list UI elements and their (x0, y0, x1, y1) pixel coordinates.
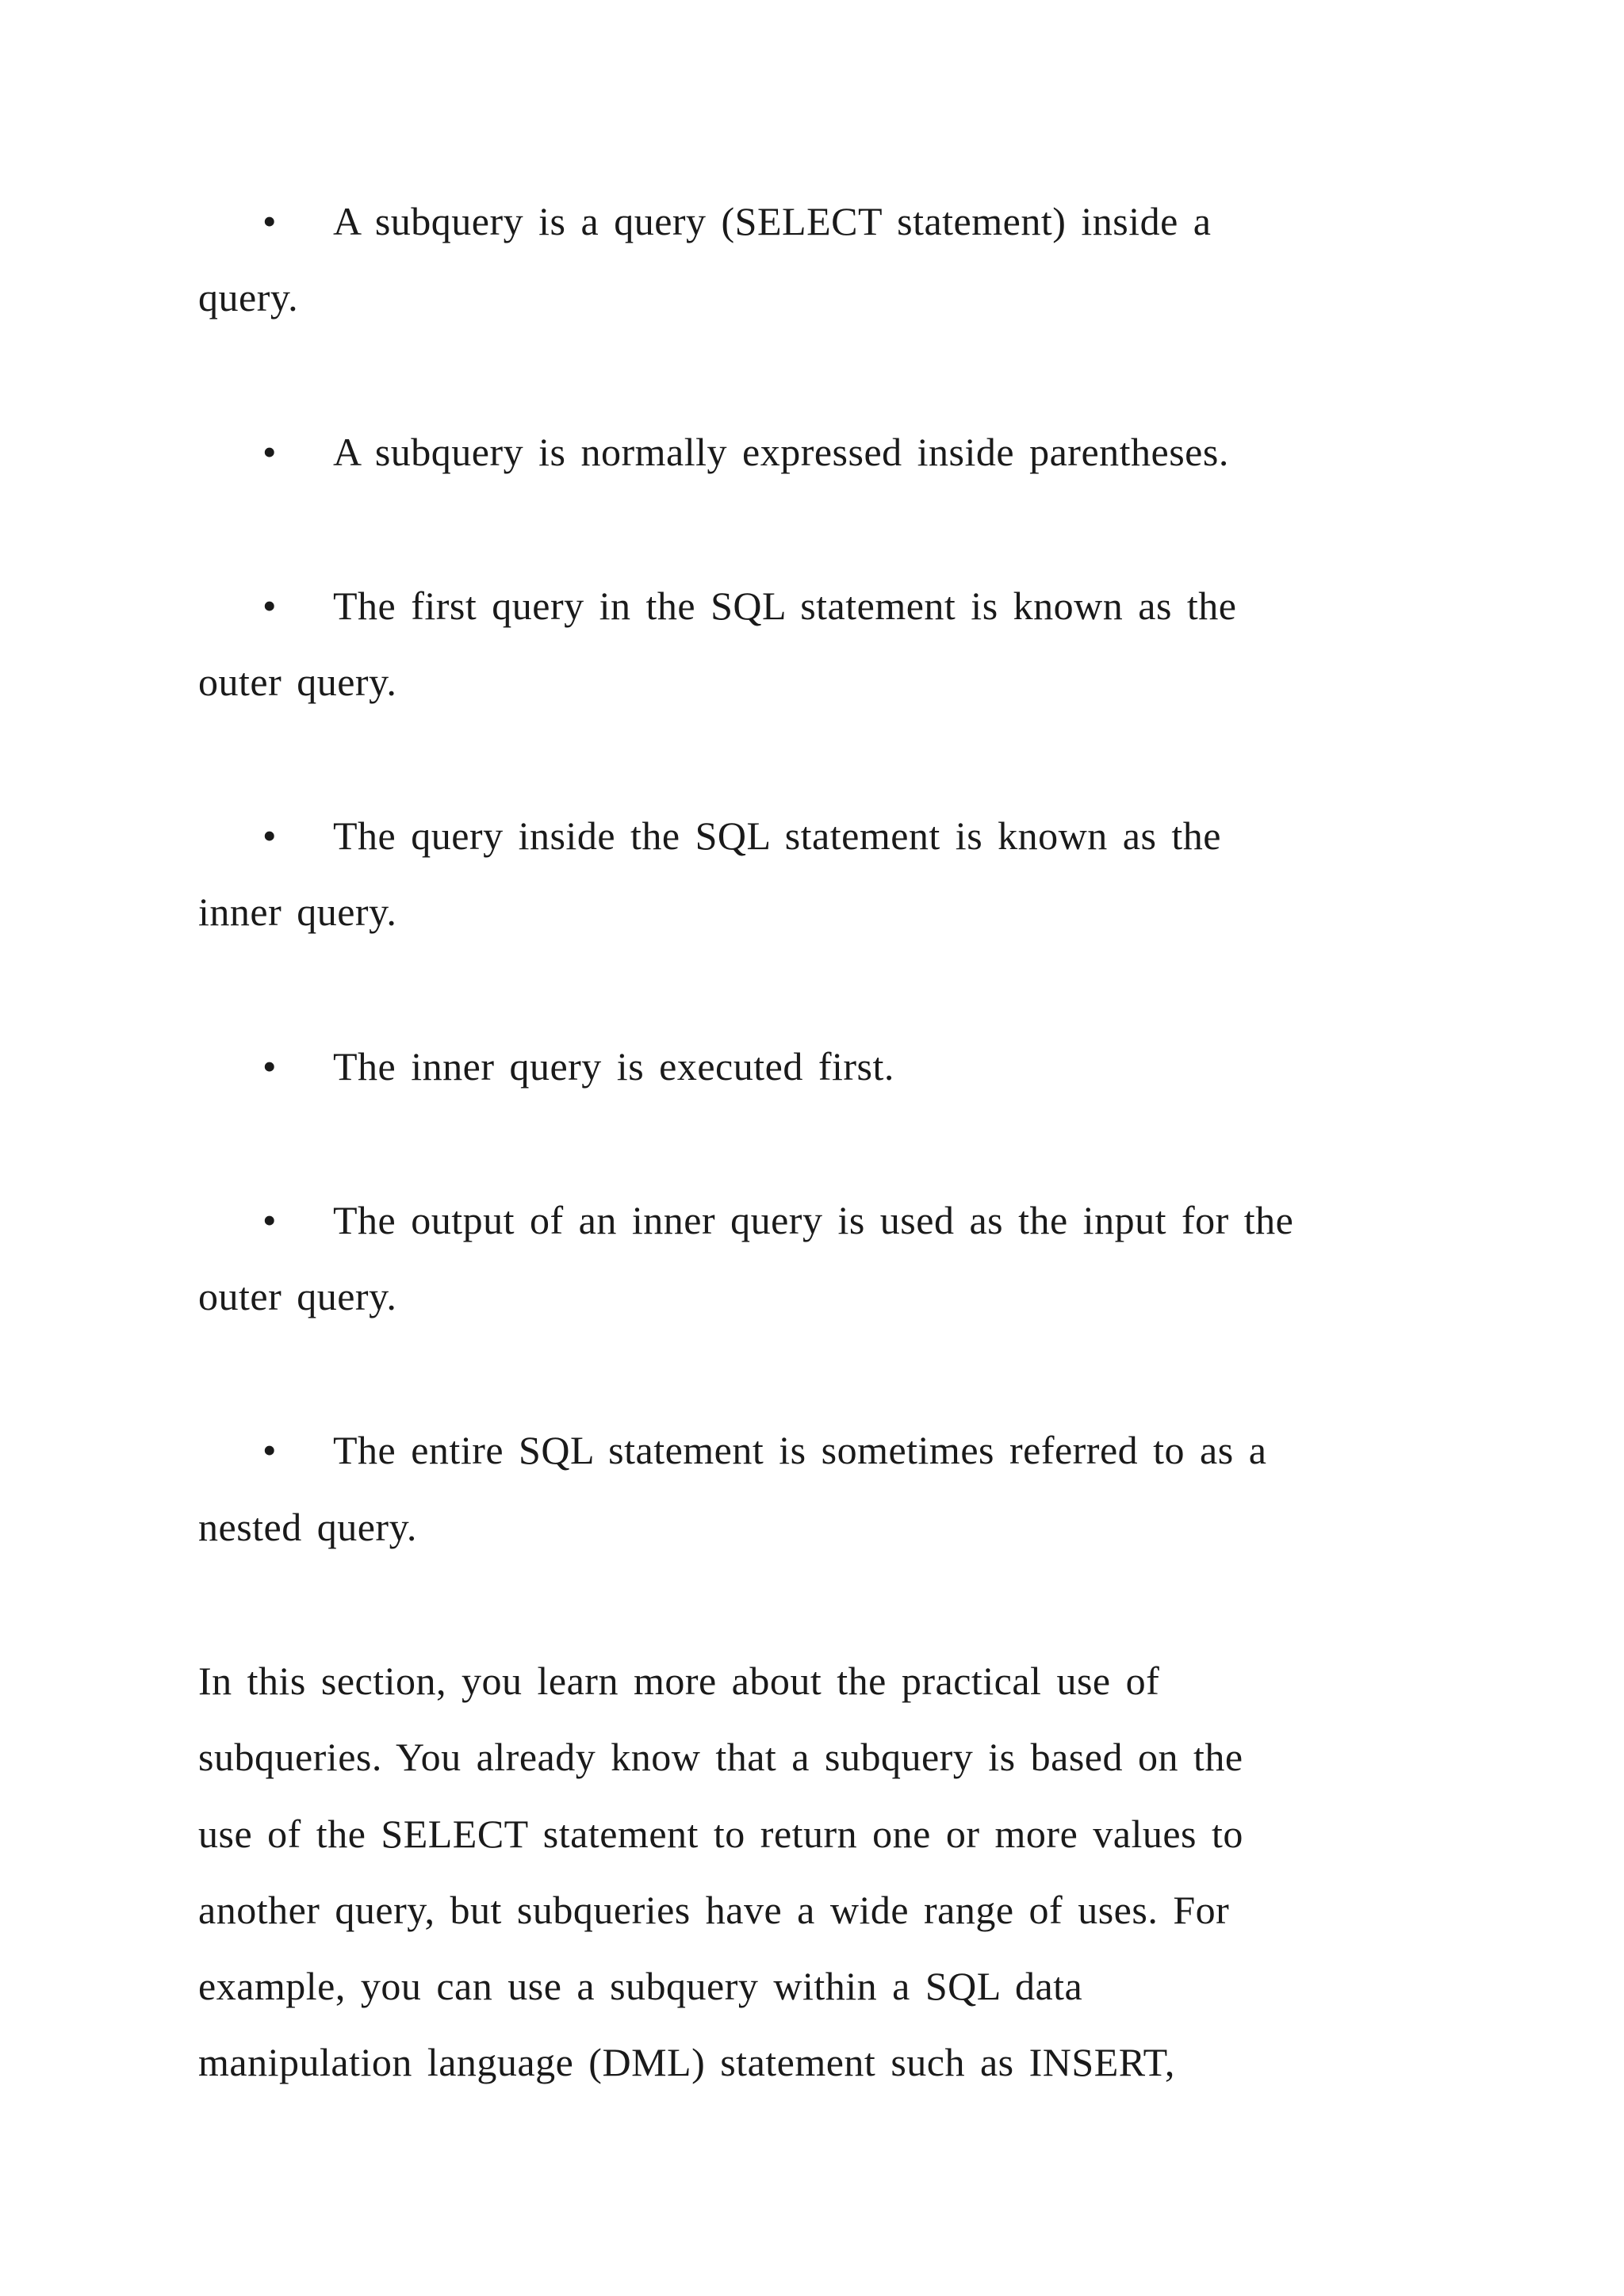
bullet-continuation: nested query. (198, 1505, 417, 1549)
bullet-text: The entire SQL statement is sometimes referred to as a (333, 1428, 1267, 1472)
bullet-item-4 (262, 812, 1221, 859)
bullet-continuation: outer query. (198, 1274, 397, 1318)
bullet-item-7 (262, 1426, 1266, 1474)
bullet-text: A subquery is a query (SELECT statement) inside a (333, 199, 1212, 243)
bullet-marker: • (262, 584, 278, 628)
bullet-text: A subquery is normally expressed inside parentheses. (333, 430, 1229, 474)
bullet-marker: • (262, 430, 278, 474)
bullet-continuation: query. (198, 275, 299, 320)
bullet-text: The first query in the SQL statement is known as the (333, 584, 1237, 628)
paragraph-line: use of the SELECT statement to return one or more values to (198, 1812, 1243, 1856)
bullet-marker: • (262, 199, 278, 243)
bullet-item-3 (262, 582, 1237, 629)
bullet-marker: • (262, 1198, 278, 1242)
bullet-continuation: inner query. (198, 890, 397, 934)
bullet-text: The output of an inner query is used as the input for the (333, 1198, 1294, 1242)
bullet-item-2 (262, 428, 1229, 476)
bullet-marker: • (262, 1428, 278, 1472)
paragraph-line: another query, but subqueries have a wide range of uses. For (198, 1888, 1230, 1932)
bullet-text: The query inside the SQL statement is known as the (333, 813, 1221, 858)
paragraph-line: example, you can use a subquery within a SQL data (198, 1964, 1083, 2008)
bullet-continuation: outer query. (198, 660, 397, 704)
paragraph-line: manipulation language (DML) statement such as INSERT, (198, 2040, 1175, 2084)
bullet-text: The inner query is executed first. (333, 1044, 894, 1089)
paragraph-line: In this section, you learn more about the practical use of (198, 1659, 1160, 1703)
paragraph-line: subqueries. You already know that a subquery is based on the (198, 1735, 1243, 1779)
bullet-marker: • (262, 1044, 278, 1089)
bullet-marker: • (262, 813, 278, 858)
bullet-item-6 (262, 1196, 1293, 1244)
bullet-item-1 (262, 197, 1212, 245)
bullet-item-5 (262, 1043, 894, 1090)
